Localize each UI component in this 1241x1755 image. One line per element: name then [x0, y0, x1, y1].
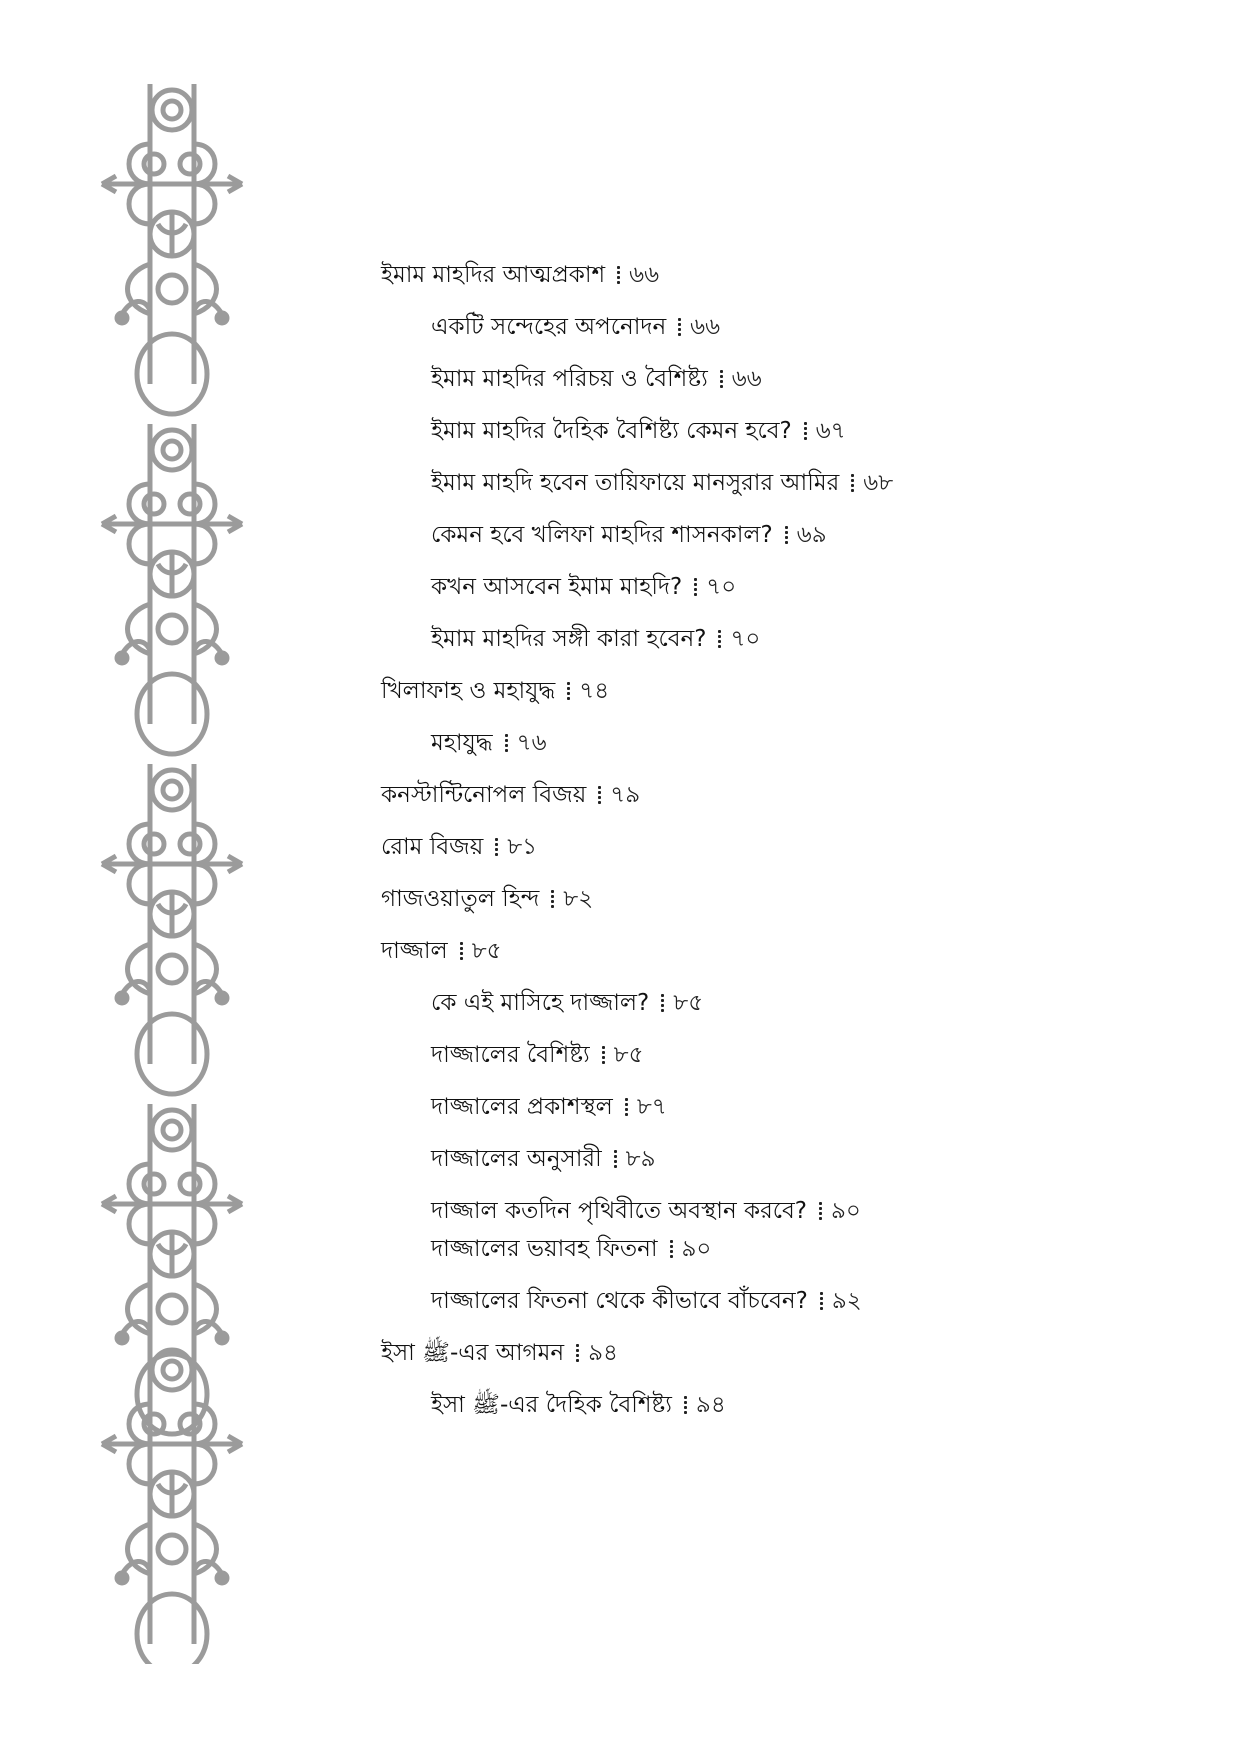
toc-entry — [381, 988, 1181, 1018]
toc-entry-page-number: ৭৪ — [579, 678, 610, 704]
toc-entry-page-number: ৮১ — [507, 834, 538, 860]
toc-entry-title: কনস্টান্টিনোপল বিজয় — [381, 782, 587, 808]
toc-entry-page-number: ৮৯ — [625, 1146, 656, 1172]
toc-entry-page-number: ৬৯ — [796, 522, 827, 548]
toc-entry-page-number: ৯২ — [831, 1288, 862, 1314]
toc-entry-title: ইমাম মাহদির পরিচয় ও বৈশিষ্ট্য — [431, 366, 708, 392]
toc-entry — [381, 1144, 1181, 1174]
table-of-contents — [381, 260, 1181, 1442]
toc-entry-page-number: ৬৭ — [815, 418, 846, 444]
toc-entry — [381, 1040, 1181, 1070]
dotted-separator-icon — [495, 835, 498, 859]
toc-entry-page-number: ৮৫ — [673, 990, 704, 1016]
toc-entry-title: দাজ্জালের প্রকাশস্থল — [431, 1094, 613, 1120]
toc-entry — [381, 728, 1181, 758]
toc-entry — [381, 1092, 1181, 1122]
toc-entry — [381, 1390, 1181, 1420]
toc-entry — [381, 676, 1181, 706]
dotted-separator-icon — [602, 1043, 605, 1067]
toc-entry-page-number: ৭৯ — [610, 782, 641, 808]
toc-entry — [381, 624, 1181, 654]
dotted-separator-icon — [576, 1341, 579, 1365]
toc-entry-page-number: ৬৬ — [731, 366, 762, 392]
dotted-separator-icon — [505, 731, 508, 755]
toc-entry-title: ইসা ﷺ-এর দৈহিক বৈশিষ্ট্য — [431, 1392, 672, 1418]
toc-entry-title: দাজ্জালের বৈশিষ্ট্য — [431, 1042, 590, 1068]
toc-entry-title: ইসা ﷺ-এর আগমন — [381, 1340, 565, 1366]
dotted-separator-icon — [460, 939, 463, 963]
decorative-border-ornament — [92, 84, 252, 1664]
toc-entry — [381, 364, 1181, 394]
toc-entry-page-number: ৭০ — [730, 626, 761, 652]
toc-entry — [381, 1286, 1181, 1316]
dotted-separator-icon — [804, 419, 807, 443]
dotted-separator-icon — [820, 1289, 823, 1313]
toc-entry-title: দাজ্জালের ভয়াবহ ফিতনা — [431, 1236, 658, 1262]
dotted-separator-icon — [678, 315, 681, 339]
dotted-separator-icon — [661, 991, 664, 1015]
dotted-separator-icon — [694, 575, 697, 599]
toc-entry-page-number: ৮৭ — [636, 1094, 667, 1120]
toc-entry-title: দাজ্জাল — [381, 938, 448, 964]
dotted-separator-icon — [718, 627, 721, 651]
dotted-separator-icon — [684, 1393, 687, 1417]
toc-entry-title: খিলাফাহ ও মহাযুদ্ধ — [381, 678, 556, 704]
toc-entry-title: ইমাম মাহদির আত্মপ্রকাশ — [381, 262, 606, 288]
toc-entry-page-number: ৬৬ — [690, 314, 721, 340]
toc-entry — [381, 936, 1181, 966]
toc-entry-title: একটি সন্দেহের অপনোদন — [431, 314, 667, 340]
toc-entry — [381, 1196, 1181, 1226]
toc-entry-page-number: ৮৫ — [613, 1042, 644, 1068]
toc-entry — [381, 884, 1181, 914]
toc-entry — [381, 468, 1181, 498]
dotted-separator-icon — [670, 1237, 673, 1261]
dotted-separator-icon — [819, 1199, 822, 1223]
toc-entry-title: রোম বিজয় — [381, 834, 484, 860]
toc-entry-title: মহাযুদ্ধ — [431, 730, 493, 756]
toc-entry-title: ইমাম মাহদির দৈহিক বৈশিষ্ট্য কেমন হবে? — [431, 418, 792, 444]
toc-entry-title: ইমাম মাহদি হবেন তায়িফায়ে মানসুরার আমির — [431, 470, 840, 496]
toc-entry-title: দাজ্জালের অনুসারী — [431, 1146, 602, 1172]
dotted-separator-icon — [851, 471, 854, 495]
toc-entry — [381, 572, 1181, 602]
toc-entry — [381, 260, 1181, 290]
dotted-separator-icon — [617, 263, 620, 287]
toc-entry-title: দাজ্জাল কতদিন পৃথিবীতে অবস্থান করবে? — [431, 1198, 807, 1224]
toc-entry-title: কখন আসবেন ইমাম মাহদি? — [431, 574, 683, 600]
dotted-separator-icon — [551, 887, 554, 911]
toc-entry-page-number: ৭৬ — [516, 730, 547, 756]
toc-entry-page-number: ৯০ — [681, 1236, 712, 1262]
dotted-separator-icon — [625, 1095, 628, 1119]
toc-entry-page-number: ৮৫ — [471, 938, 502, 964]
toc-entry-page-number: ৬৮ — [863, 470, 894, 496]
toc-entry-page-number: ৭০ — [706, 574, 737, 600]
toc-entry-page-number: ৮২ — [563, 886, 594, 912]
toc-entry-title: ইমাম মাহদির সঙ্গী কারা হবেন? — [431, 626, 707, 652]
toc-entry-title: কেমন হবে খলিফা মাহদির শাসনকাল? — [431, 522, 773, 548]
dotted-separator-icon — [567, 679, 570, 703]
toc-entry-title: গাজওয়াতুল হিন্দ — [381, 886, 540, 912]
toc-entry-title: দাজ্জালের ফিতনা থেকে কীভাবে বাঁচবেন? — [431, 1288, 808, 1314]
dotted-separator-icon — [785, 523, 788, 547]
toc-entry — [381, 1234, 1181, 1264]
toc-entry — [381, 520, 1181, 550]
toc-entry-title: কে এই মাসিহে দাজ্জাল? — [431, 990, 650, 1016]
toc-entry-page-number: ৯০ — [830, 1198, 861, 1224]
toc-entry-page-number: ৯৪ — [695, 1392, 726, 1418]
dotted-separator-icon — [598, 783, 601, 807]
toc-entry — [381, 780, 1181, 810]
toc-entry — [381, 832, 1181, 862]
toc-entry — [381, 312, 1181, 342]
toc-entry-page-number: ৬৬ — [629, 262, 660, 288]
toc-entry-page-number: ৯৪ — [588, 1340, 618, 1366]
dotted-separator-icon — [720, 367, 723, 391]
toc-entry — [381, 1338, 1181, 1368]
toc-entry — [381, 416, 1181, 446]
dotted-separator-icon — [614, 1147, 617, 1171]
